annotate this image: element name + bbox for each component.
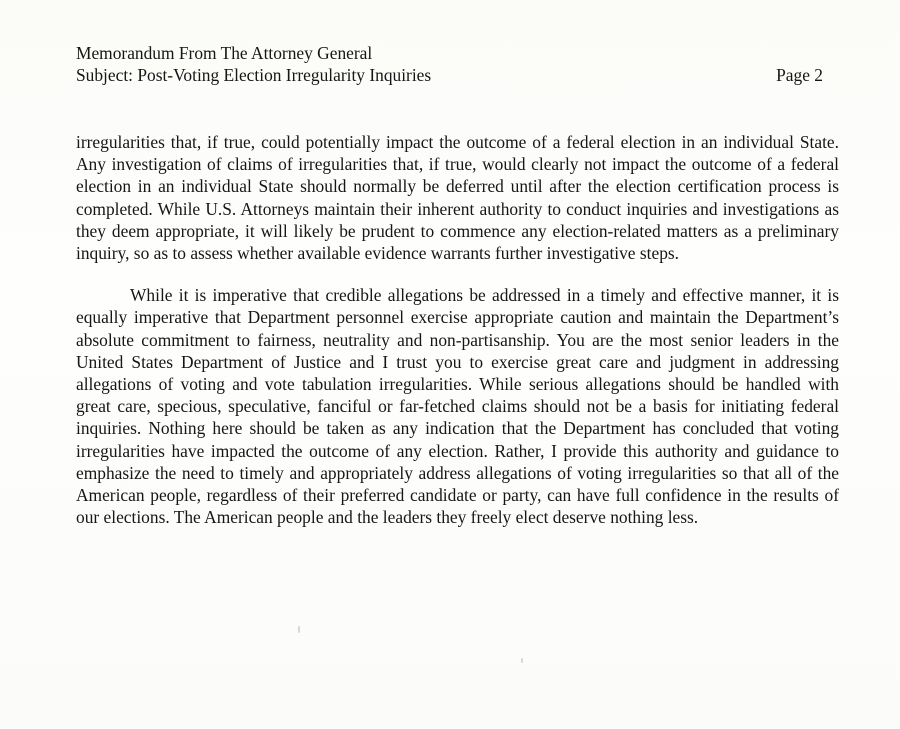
paragraph-caution: While it is imperative that credible allegations be addressed in a timely and effective manner, it is equally imperative that Department personnel exercise appropriate caution and maintain the Department’s absolute commitment to fairness, neutrality and non-partisanship. You are the most senior leaders in the United States Department of Justice and I trust you to exercise great care and judgment in addressing allegations of voting and vote tabulation irregularities. While serious allegations should be handled with great care, specious, speculative, fanciful or far-fetched claims should not be a basis for initiating federal inquiries. Nothing here should be taken as any indication that the Department has concluded that voting irregularities have impacted the outcome of any election. Rather, I provide this authority and guidance to emphasize the need to timely and appropriately address allegations of voting irregularities so that all of the American people, regardless of their preferred candidate or party, can have full confidence in the results of our elections. The American people and the leaders they freely elect deserve nothing less. bbox=[76, 285, 839, 528]
scan-mark bbox=[298, 626, 300, 633]
subject-row bbox=[76, 64, 824, 86]
page-number: Page 2 bbox=[776, 65, 823, 85]
memo-body bbox=[76, 131, 839, 528]
subject-line: Subject: Post-Voting Election Irregularity Inquiries bbox=[76, 65, 432, 85]
page-header bbox=[76, 42, 824, 86]
paragraph-continuation: irregularities that, if true, could potentially impact the outcome of a federal election in an individual State. Any investigation of claims of irregularities that, if true, would clearly not impact the outcome of a federal election in an individual State should normally be deferred until after the election certification process is completed. While U.S. Attorneys maintain their inherent authority to conduct inquiries and investigations as they deem appropriate, it will likely be prudent to commence any election-related matters as a preliminary inquiry, so as to assess whether available evidence warrants further investigative steps. bbox=[76, 132, 839, 264]
memo-from-line: Memorandum From The Attorney General bbox=[76, 43, 373, 63]
scan-mark bbox=[521, 658, 523, 663]
